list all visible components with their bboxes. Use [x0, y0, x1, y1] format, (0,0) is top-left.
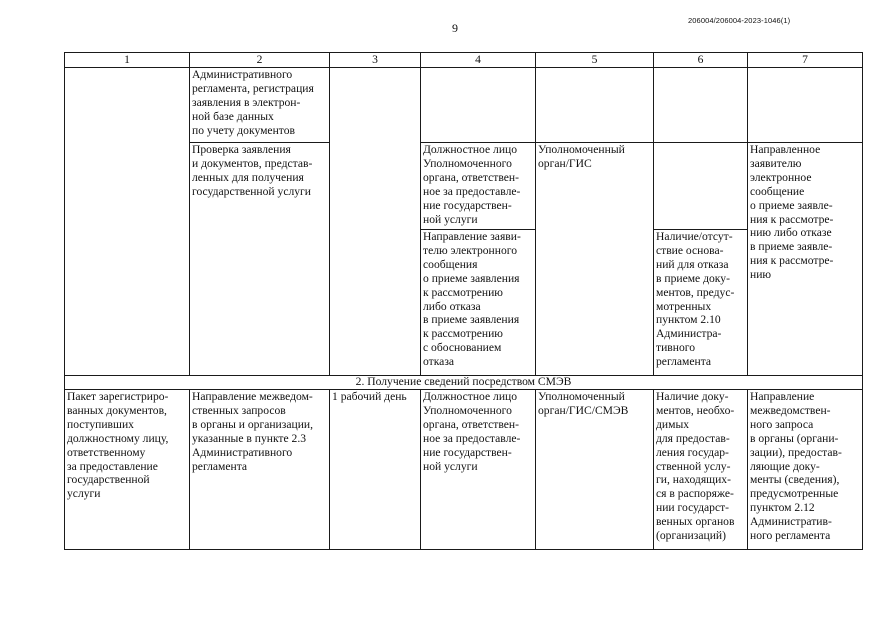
table-row [65, 390, 863, 550]
table-cell [654, 230, 748, 376]
column-header: 1 [65, 53, 190, 68]
step-action: Административного регламента, регистрация заявления в электрон- ной базе данных по учету документов [192, 68, 314, 137]
table-cell [330, 390, 421, 550]
table-cell [654, 68, 748, 143]
table-cell [654, 390, 748, 550]
table-cell [190, 68, 330, 143]
column-header: 4 [421, 53, 536, 68]
document-id: 206004/206004-2023-1046(1) [688, 16, 791, 25]
table-cell [748, 68, 863, 143]
table-cell [536, 143, 654, 376]
table-row [65, 68, 863, 143]
procedure-basis: Пакет зарегистриро- ванных документов, поступивших должностному лицу, ответственному за предоставление государственной услуги [67, 390, 169, 501]
table-cell [330, 68, 421, 376]
table-cell [421, 68, 536, 143]
table-cell [65, 68, 190, 376]
step-action: Направление заяви- телю электронного сообщения о приеме заявления к рассмотрению либо отказа в приеме заявления к рассмотрению с обоснованием отказа [423, 230, 521, 369]
column-number-row [65, 53, 863, 68]
table-cell [748, 390, 863, 550]
table-cell [654, 143, 748, 230]
table-cell [421, 230, 536, 376]
table-cell [190, 390, 330, 550]
duration: 1 рабочий день [332, 390, 407, 403]
step-result: Направленное заявителю электронное сообщение о приеме заявле- ния к рассмотре- нию либо отказе в приеме заявле- ния к рассмотре- нию [750, 143, 834, 282]
section-row [65, 376, 863, 390]
procedure-table [64, 52, 863, 550]
responsible-person: Должностное лицо Уполномоченного органа, ответствен- ное за предоставле- ние государствен- ной услуги [423, 143, 521, 226]
table-cell [536, 68, 654, 143]
table-cell [748, 143, 863, 376]
table-cell [536, 390, 654, 550]
column-header: 6 [654, 53, 748, 68]
execution-place: Уполномоченный орган/ГИС [538, 143, 625, 170]
responsible-person: Должностное лицо Уполномоченного органа, ответствен- ное за предоставле- ние государствен- ной услуги [423, 390, 521, 473]
decision-criteria: Наличие доку- ментов, необхо- димых для предостав- ления государ- ственной услу- ги, находящих- ся в распоряже- нии государст- венных органов (организаций) [656, 390, 735, 543]
page-number: 9 [452, 21, 458, 35]
table-cell [65, 390, 190, 550]
table-cell [421, 143, 536, 230]
column-header: 2 [190, 53, 330, 68]
section-title: 2. Получение сведений посредством СМЭВ [65, 376, 863, 390]
column-header: 5 [536, 53, 654, 68]
step-result: Направление межведомствен- ного запроса в органы (органи- зации), предостав- ляющие доку- менты (сведения), предусмотренные пунктом 2.12 Административ- ного регламента [750, 390, 842, 543]
step-action: Направление межведом- ственных запросов в органы и организации, указанные в пункте 2.3 Административного регламента [192, 390, 314, 473]
decision-criteria: Наличие/отсут- ствие основа- ний для отказа в приеме доку- ментов, предус- мотренных пунктом 2.10 Администра- тивного регламента [656, 230, 735, 369]
step-action: Проверка заявления и документов, представ- ленных для получения государственной услуги [192, 143, 313, 198]
table-cell [190, 143, 330, 376]
table-cell [421, 390, 536, 550]
column-header: 7 [748, 53, 863, 68]
column-header: 3 [330, 53, 421, 68]
execution-place: Уполномоченный орган/ГИС/СМЭВ [538, 390, 629, 417]
